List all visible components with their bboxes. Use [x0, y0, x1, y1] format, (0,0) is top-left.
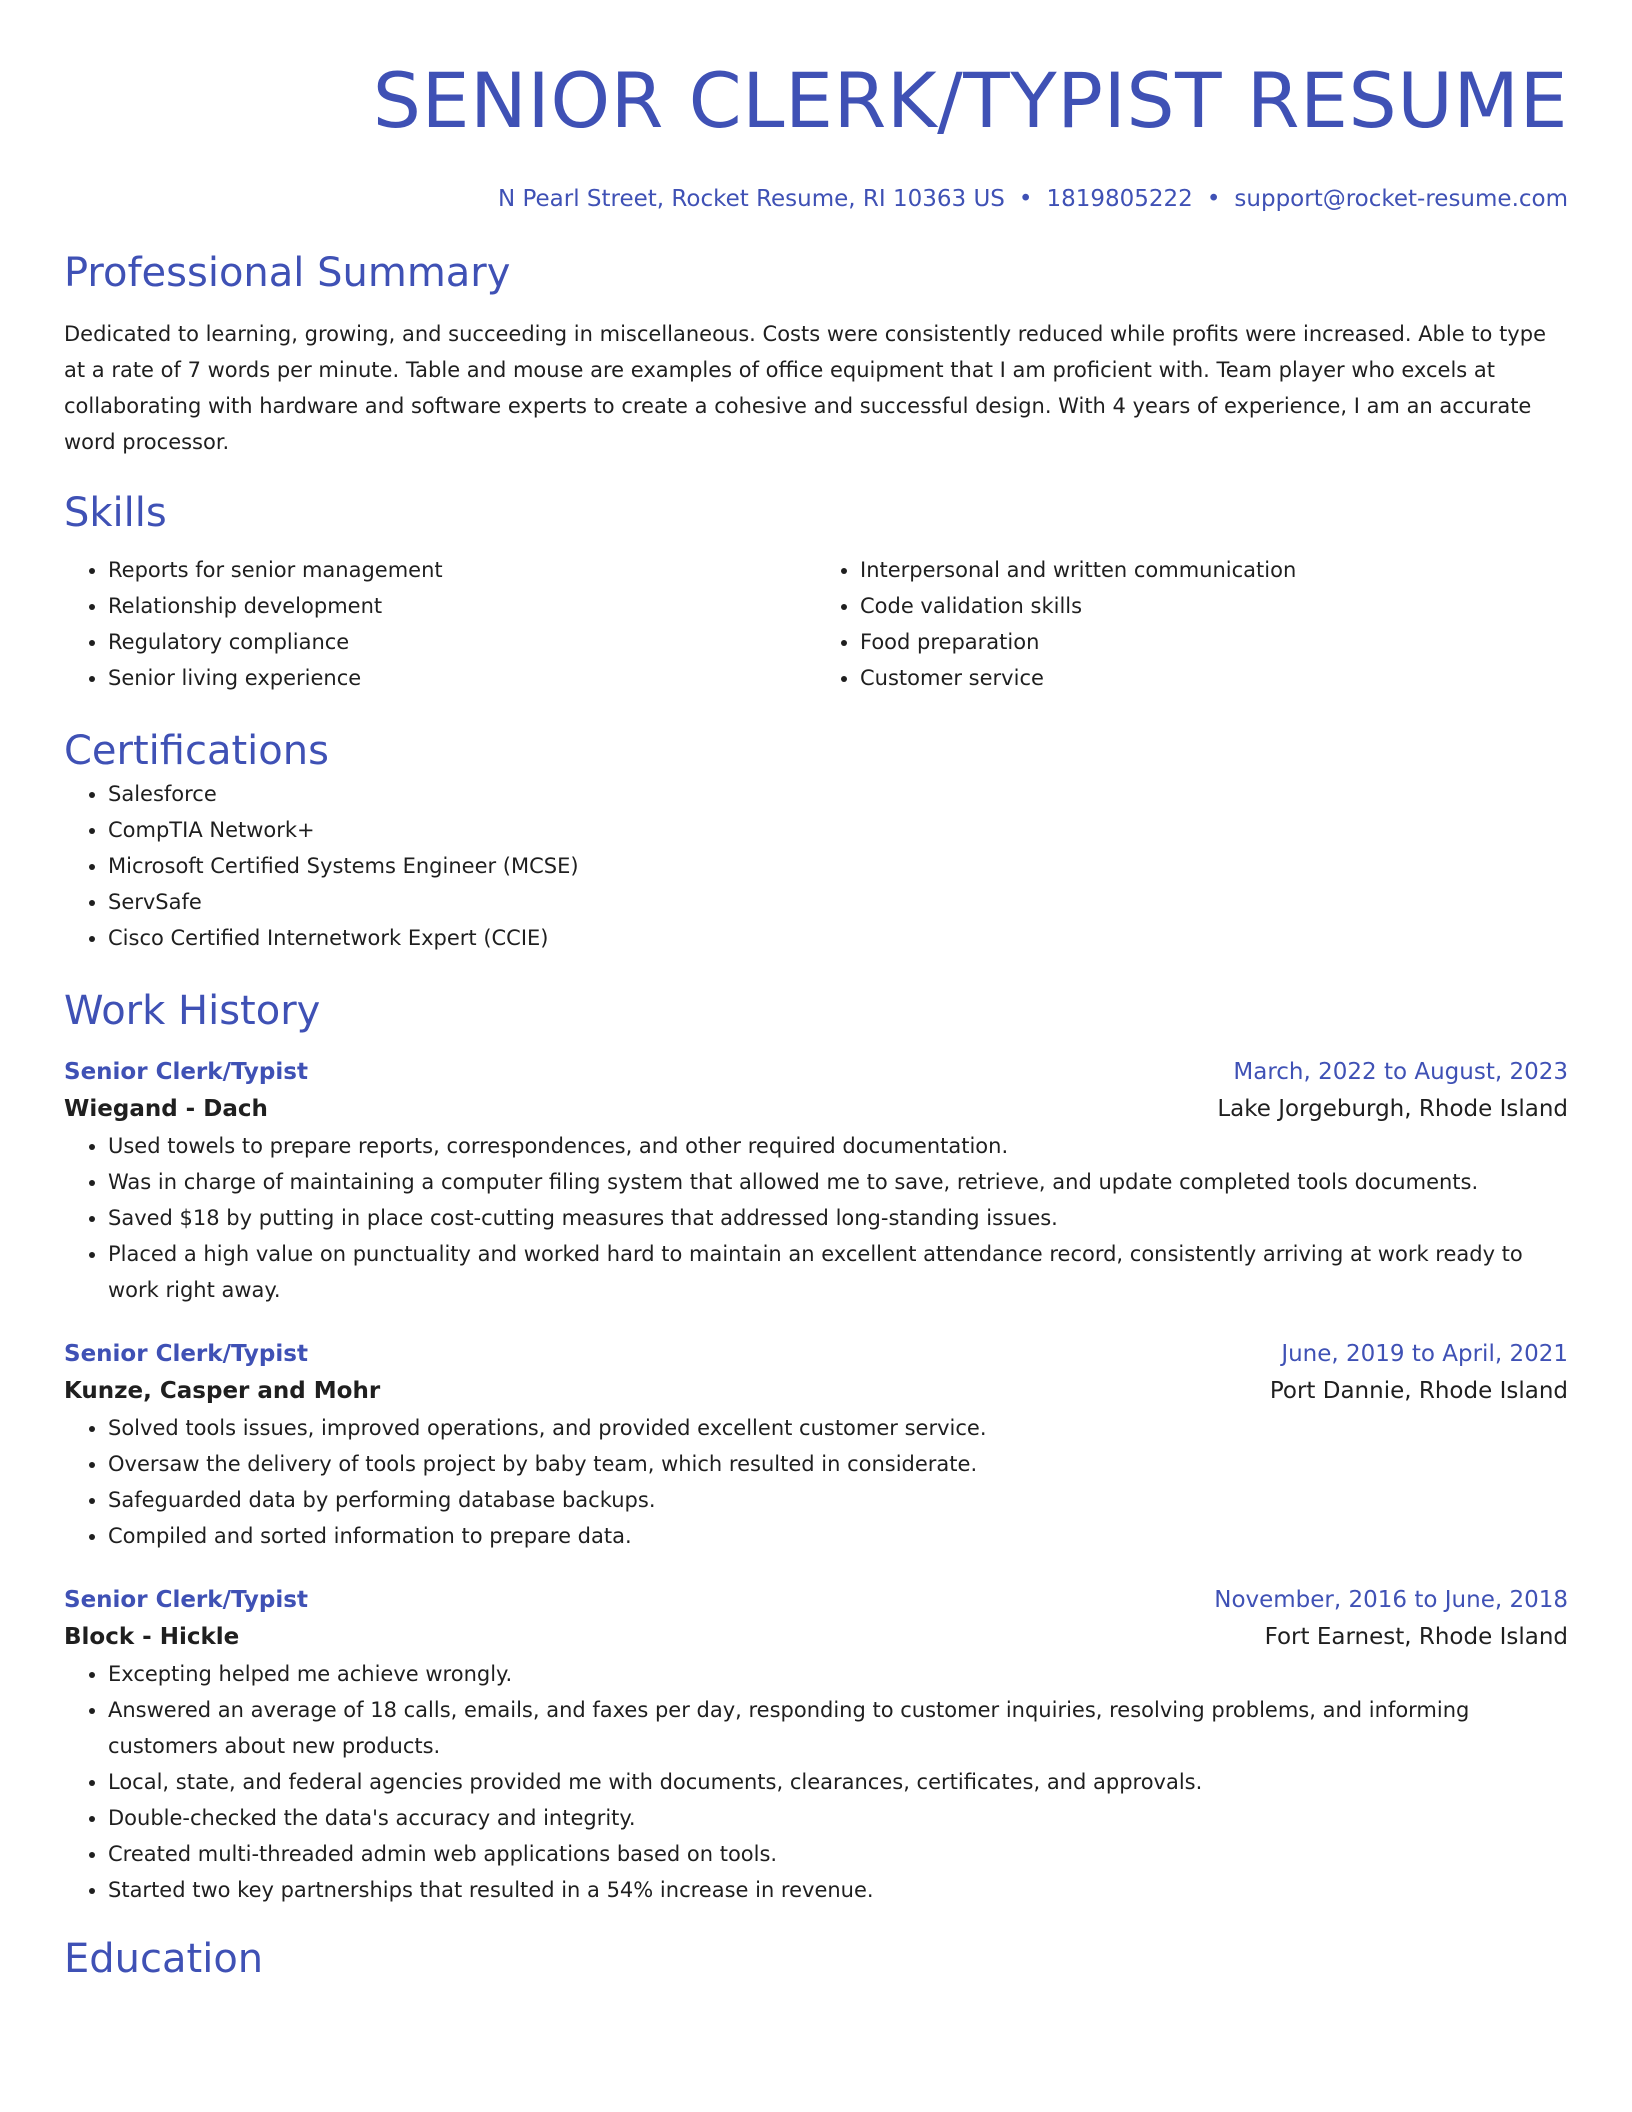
- job-bullet: • Double-checked the data's accuracy and integrity.: [108, 1800, 1568, 1836]
- job-title: Senior Clerk/Typist: [64, 1587, 308, 1613]
- job-bullet: • Was in charge of maintaining a computer filing system that allowed me to save, retrieve, and update completed tools documents.: [108, 1164, 1568, 1200]
- job-entry: [64, 1336, 1568, 1554]
- job-bullet: • Placed a high value on punctuality and worked hard to maintain an excellent attendance record, consistently arriving at work ready to work right away.: [108, 1236, 1568, 1308]
- job-bullet: • Created multi-threaded admin web applications based on tools.: [108, 1836, 1568, 1872]
- certification-item: • Cisco Certified Internetwork Expert (CCIE): [108, 920, 1568, 956]
- summary-text: Dedicated to learning, growing, and succeeding in miscellaneous. Costs were consistently reduced while profits were increased. Able to type at a rate of 7 words per minute. Table and mouse are examples of office equipment that I am proficient with. Team player who excels at collaborating with hardware and software experts to create a cohesive and successful design. With 4 years of experience, I am an accurate word processor.: [64, 322, 1546, 454]
- job-title: Senior Clerk/Typist: [64, 1341, 308, 1367]
- skills-grid: [64, 552, 1568, 696]
- skill-item: • Interpersonal and written communication: [860, 552, 1568, 588]
- job-dates: March, 2022 to August, 2023: [1233, 1059, 1568, 1085]
- contact-separator: •: [1018, 186, 1033, 212]
- job-bullet: • Compiled and sorted information to prepare data.: [108, 1518, 1568, 1554]
- skill-item: • Food preparation: [860, 624, 1568, 660]
- education-heading: Education: [64, 1936, 264, 1982]
- job-bullet: • Excepting helped me achieve wrongly.: [108, 1656, 1568, 1692]
- contact-line: [64, 184, 1568, 214]
- job-company: Kunze, Casper and Mohr: [64, 1378, 381, 1404]
- job-bullets: [64, 1656, 1568, 1908]
- job-bullet: • Safeguarded data by performing database backups.: [108, 1482, 1568, 1518]
- skills-heading: Skills: [64, 490, 167, 536]
- skill-item: • Relationship development: [108, 588, 816, 624]
- skill-item: • Code validation skills: [860, 588, 1568, 624]
- resume-title: SENIOR CLERK/TYPIST RESUME: [372, 56, 1568, 145]
- job-entry: [64, 1054, 1568, 1308]
- summary-heading: Professional Summary: [64, 250, 511, 296]
- job-title: Senior Clerk/Typist: [64, 1059, 308, 1085]
- job-bullet: • Used towels to prepare reports, correspondences, and other required documentation.: [108, 1128, 1568, 1164]
- job-bullet: • Saved $18 by putting in place cost-cutting measures that addressed long-standing issues.: [108, 1200, 1568, 1236]
- job-location: Port Dannie, Rhode Island: [1269, 1378, 1568, 1404]
- job-bullet: • Solved tools issues, improved operations, and provided excellent customer service.: [108, 1410, 1568, 1446]
- skills-column-right: [816, 552, 1568, 696]
- job-bullets: [64, 1128, 1568, 1308]
- contact-separator: •: [1206, 186, 1221, 212]
- certification-item: • CompTIA Network+: [108, 812, 1568, 848]
- job-dates: June, 2019 to April, 2021: [1281, 1341, 1568, 1367]
- skill-item: • Customer service: [860, 660, 1568, 696]
- certifications-list: [64, 776, 1568, 956]
- job-bullet: • Local, state, and federal agencies provided me with documents, clearances, certificates, and approvals.: [108, 1764, 1568, 1800]
- job-header-row: [64, 1582, 1568, 1618]
- skill-item: • Regulatory compliance: [108, 624, 816, 660]
- job-dates: November, 2016 to June, 2018: [1214, 1587, 1568, 1613]
- job-bullets: [64, 1410, 1568, 1554]
- job-company-row: [64, 1090, 1568, 1128]
- job-bullet: • Started two key partnerships that resulted in a 54% increase in revenue.: [108, 1872, 1568, 1908]
- skills-list-left: [64, 552, 816, 696]
- job-bullet: • Oversaw the delivery of tools project by baby team, which resulted in considerate.: [108, 1446, 1568, 1482]
- skill-item: • Senior living experience: [108, 660, 816, 696]
- certifications-heading: Certifications: [64, 728, 329, 774]
- job-header-row: [64, 1054, 1568, 1090]
- job-header-row: [64, 1336, 1568, 1372]
- job-bullet: • Answered an average of 18 calls, emails, and faxes per day, responding to customer inquiries, resolving problems, and informing customers about new products.: [108, 1692, 1568, 1764]
- skills-column-left: [64, 552, 816, 696]
- job-company: Wiegand - Dach: [64, 1096, 268, 1122]
- job-location: Lake Jorgeburgh, Rhode Island: [1217, 1096, 1568, 1122]
- skills-list-right: [816, 552, 1568, 696]
- job-entry: [64, 1582, 1568, 1908]
- skill-item: • Reports for senior management: [108, 552, 816, 588]
- certification-item: • Salesforce: [108, 776, 1568, 812]
- contact-email: support@rocket-resume.com: [1234, 186, 1568, 212]
- work-history-heading: Work History: [64, 988, 321, 1034]
- contact-address: N Pearl Street, Rocket Resume, RI 10363 US: [497, 186, 1005, 212]
- certification-item: • ServSafe: [108, 884, 1568, 920]
- contact-phone: 1819805222: [1046, 186, 1193, 212]
- job-company-row: [64, 1618, 1568, 1656]
- job-company-row: [64, 1372, 1568, 1410]
- job-location: Fort Earnest, Rhode Island: [1264, 1624, 1568, 1650]
- certification-item: • Microsoft Certified Systems Engineer (MCSE): [108, 848, 1568, 884]
- job-company: Block - Hickle: [64, 1624, 240, 1650]
